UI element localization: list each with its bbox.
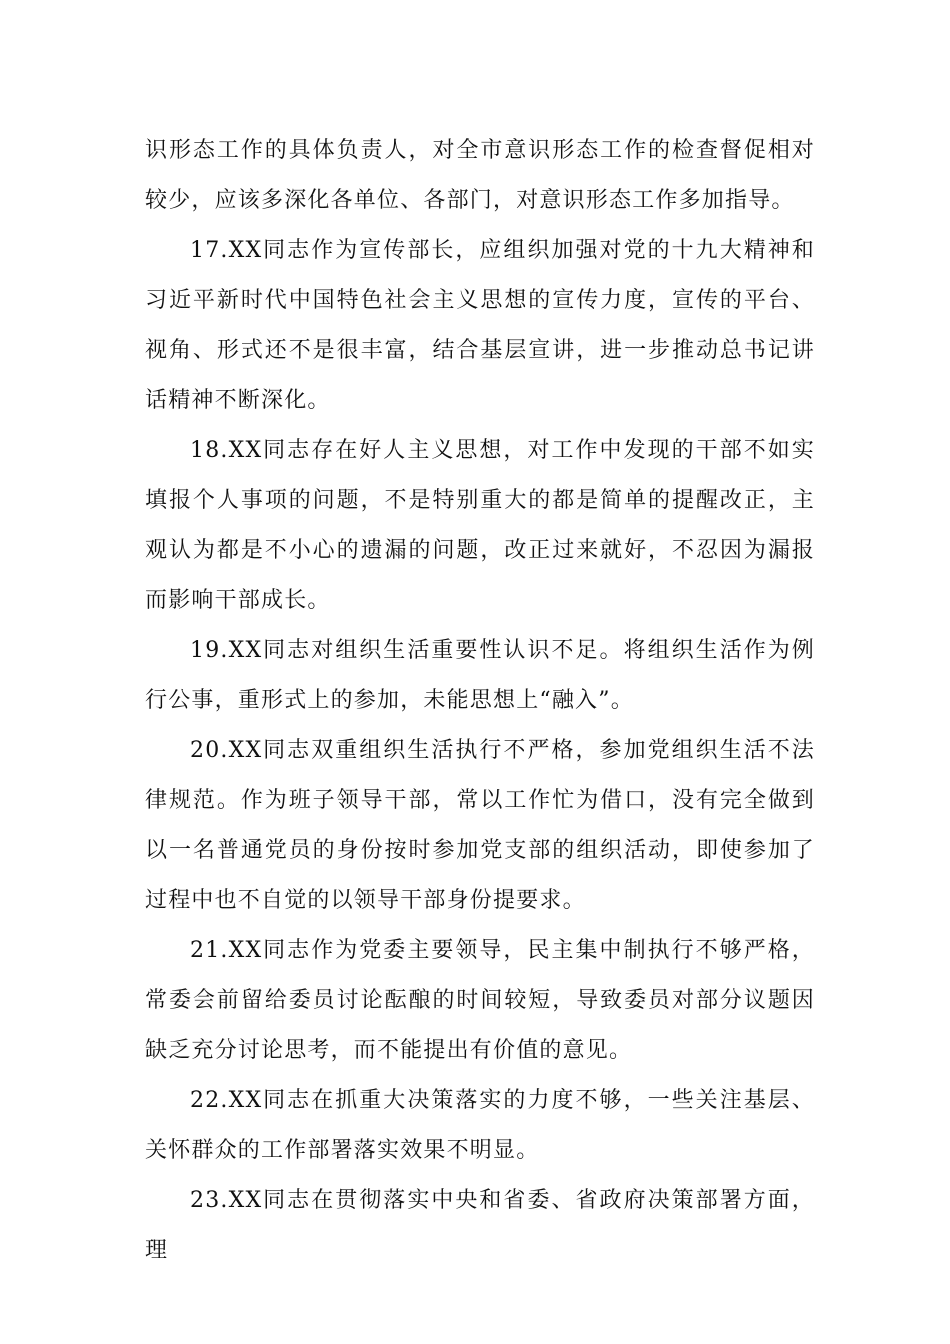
paragraph-18: 18.XX同志存在好人主义思想，对工作中发现的干部不如实填报个人事项的问题，不是特别重大的都是简单的提醒改正，主观认为都是不小心的遗漏的问题，改正过来就好，不忍因为漏报而影响干部成长。 <box>145 438 815 613</box>
paragraph-21: 21.XX同志作为党委主要领导，民主集中制执行不够严格，常委会前留给委员讨论酝酿的时间较短，导致委员对部分议题因缺乏充分讨论思考，而不能提出有价值的意见。 <box>145 938 815 1063</box>
paragraph-23: 23.XX同志在贯彻落实中央和省委、省政府决策部署方面，理 <box>145 1188 815 1263</box>
paragraph-17: 17.XX同志作为宣传部长，应组织加强对党的十九大精神和习近平新时代中国特色社会主义思想的宣传力度，宣传的平台、视角、形式还不是很丰富，结合基层宣讲，进一步推动总书记讲话精神不断深化。 <box>145 238 815 413</box>
paragraph-19: 19.XX同志对组织生活重要性认识不足。将组织生活作为例行公事，重形式上的参加，未能思想上“融入”。 <box>145 638 815 713</box>
paragraph-16-continuation: 识形态工作的具体负责人，对全市意识形态工作的检查督促相对较少，应该多深化各单位、各部门，对意识形态工作多加指导。 <box>145 138 815 213</box>
paragraph-22: 22.XX同志在抓重大决策落实的力度不够，一些关注基层、关怀群众的工作部署落实效果不明显。 <box>145 1088 815 1163</box>
document-body <box>145 126 815 1276</box>
paragraph-20: 20.XX同志双重组织生活执行不严格，参加党组织生活不法律规范。作为班子领导干部，常以工作忙为借口，没有完全做到以一名普通党员的身份按时参加党支部的组织活动，即使参加了过程中也不自觉的以领导干部身份提要求。 <box>145 738 815 913</box>
